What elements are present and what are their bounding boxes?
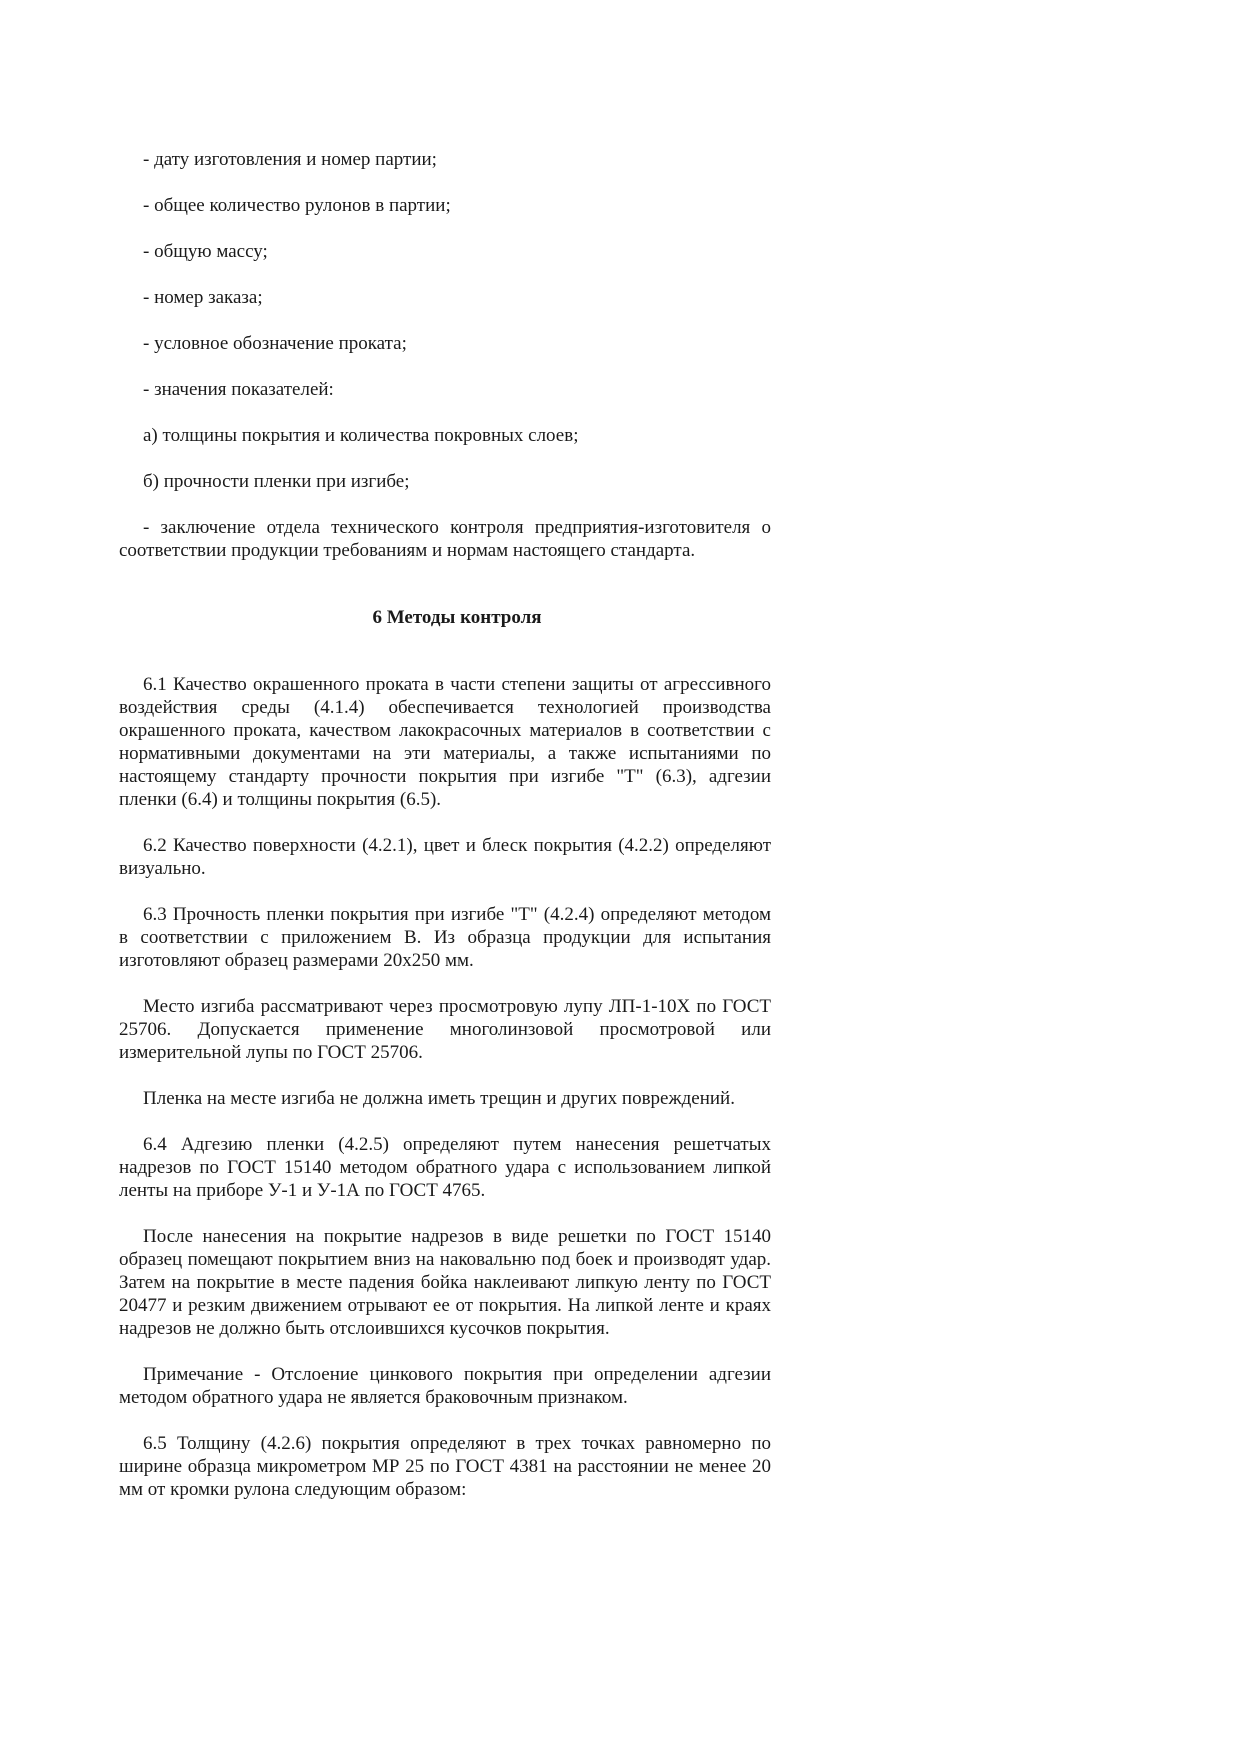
list-item: - дату изготовления и номер партии; [143,149,437,170]
paragraph-no-cracks: Пленка на месте изгиба не должна иметь трещин и других повреждений. [143,1088,735,1109]
paragraph-6-1: 6.1 Качество окрашенного проката в части степени защиты от агрессивного воздействия среды (4.1.4) обеспечивается технологией производства окрашенного проката, качеством лакокрасочных материалов в соответствии с нормативными документами на эти материалы, а также испытаниями по настоящему стандарту прочности покрытия при изгибе "Т" (6.3), адгезии пленки (6.4) и толщины покрытия (6.5). [119,674,771,810]
document-page [119,148,771,1524]
list-item: - значения показателей: [143,379,334,400]
paragraph-6-5: 6.5 Толщину (4.2.6) покрытия определяют в трех точках равномерно по ширине образца микрометром МР 25 по ГОСТ 4381 на расстоянии не менее 20 мм от кромки рулона следующим образом: [119,1433,771,1500]
list-item: б) прочности пленки при изгибе; [143,471,410,492]
list-item: а) толщины покрытия и количества покровных слоев; [143,425,579,446]
list-item: - условное обозначение проката; [143,333,407,354]
list-item: - общее количество рулонов в партии; [143,195,451,216]
section-title: 6 Методы контроля [372,607,542,628]
conclusion-paragraph: - заключение отдела технического контроля предприятия-изготовителя о соответствии продукции требованиям и нормам настоящего стандарта. [119,517,771,561]
paragraph-6-4: 6.4 Адгезию пленки (4.2.5) определяют путем нанесения решетчатых надрезов по ГОСТ 15140 методом обратного удара с использованием липкой ленты на приборе У-1 и У-1А по ГОСТ 4765. [119,1134,771,1201]
paragraph-impact-test: После нанесения на покрытие надрезов в виде решетки по ГОСТ 15140 образец помещают покрытием вниз на наковальню под боек и производят удар. Затем на покрытие в месте падения бойка наклеивают липкую ленту по ГОСТ 20477 и резким движением отрывают ее от покрытия. На липкой ленте и краях надрезов не должно быть отслоившихся кусочков покрытия. [119,1226,771,1339]
list-item: - номер заказа; [143,287,263,308]
paragraph-6-3: 6.3 Прочность пленки покрытия при изгибе "Т" (4.2.4) определяют методом в соответствии с приложением В. Из образца продукции для испытания изготовляют образец размерами 20x250 мм. [119,904,771,971]
paragraph-6-2: 6.2 Качество поверхности (4.2.1), цвет и блеск покрытия (4.2.2) определяют визуально. [119,835,771,879]
paragraph-magnifier: Место изгиба рассматривают через просмотровую лупу ЛП-1-10Х по ГОСТ 25706. Допускается применение многолинзовой просмотровой или измерительной лупы по ГОСТ 25706. [119,996,771,1063]
list-item: - общую массу; [143,241,268,262]
note-paragraph: Примечание - Отслоение цинкового покрытия при определении адгезии методом обратного удара не является браковочным признаком. [119,1364,771,1408]
